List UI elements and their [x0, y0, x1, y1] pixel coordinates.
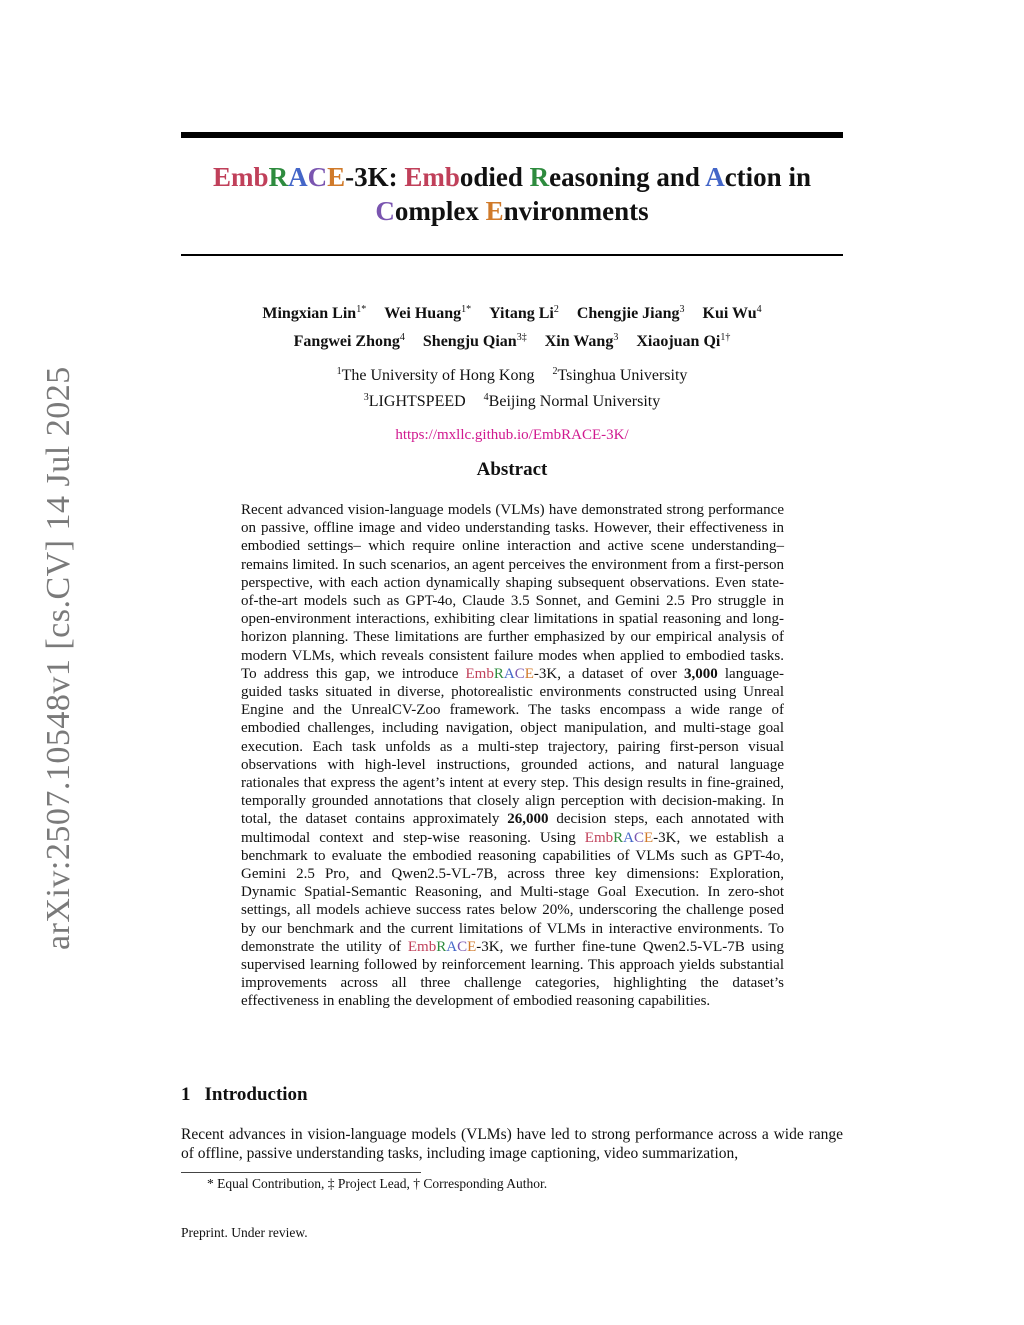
affiliation-mark: 4 — [483, 392, 489, 403]
title-line-1-segment: C — [307, 162, 328, 192]
author — [384, 305, 471, 322]
affiliation-mark: 3 — [363, 392, 369, 403]
author-affiliation-mark: 1* — [356, 304, 367, 315]
affiliation-name: Beijing Normal University — [488, 393, 661, 410]
title-line-1-segment: odied — [459, 162, 530, 192]
author-affiliation-mark: 3 — [613, 332, 619, 343]
author-affiliation-mark: 1† — [720, 332, 731, 343]
author-affiliation-mark: 4 — [756, 304, 762, 315]
title-line-1-segment: E — [327, 162, 346, 192]
affiliation-name: The University of Hong Kong — [341, 367, 535, 384]
author-affiliation-mark: 1* — [461, 304, 472, 315]
author — [577, 305, 685, 322]
section-number: 1 — [181, 1084, 191, 1105]
title-line-2-segment: omplex — [394, 196, 486, 226]
title-line-1-segment: A — [288, 162, 308, 192]
title-line-1-segment: R — [268, 162, 289, 192]
author-name: Mingxian Lin — [262, 305, 357, 322]
author-name: Yitang Li — [489, 305, 554, 322]
title-rule-top — [181, 132, 843, 138]
step-count: 26,000 — [507, 811, 549, 828]
author-name: Xiaojuan Qi — [636, 333, 721, 350]
author — [703, 305, 762, 322]
author-row-1 — [181, 300, 843, 328]
dataset-name: EmbRACE-3K — [584, 829, 677, 846]
author — [489, 305, 559, 322]
affiliation-mark: 2 — [552, 366, 558, 377]
author-affiliation-mark: 4 — [399, 332, 405, 343]
title-rule-bottom — [181, 254, 843, 256]
author — [636, 333, 730, 350]
project-url-link[interactable]: https://mxllc.github.io/EmbRACE-3K/ — [395, 427, 629, 443]
title-line-1-segment: easoning and — [549, 162, 706, 192]
author — [545, 333, 619, 350]
author-name: Fangwei Zhong — [293, 333, 400, 350]
author-affiliation-mark: 2 — [553, 304, 559, 315]
author — [423, 333, 527, 350]
author-name: Chengjie Jiang — [576, 305, 680, 322]
title-line-1-segment: -3K: — [345, 162, 405, 192]
author — [294, 333, 405, 350]
introduction-text: Recent advances in vision-language models (VLMs) have led to strong performance across a wide range of offline, passive understanding tasks, including image captioning, video summarization, — [181, 1126, 843, 1162]
abstract-part: , we further fine-tune Qwen2.5-VL-7B using supervised learning followed by reinforcement learning. This approach yields substantial improvements across all three challenge categories, highlighting the dataset’s effectiveness in enabling the development of embodied reasoning capabilities. — [241, 938, 785, 1010]
preprint-note: Preprint. Under review. — [181, 1225, 308, 1240]
abstract-part: Recent advanced vision-language models (VLMs) have demonstrated strong performance on passive, offline image and video understanding tasks. However, their effectiveness in embodied settings– which require online interaction and active scene understanding– remains limited. In such scenarios, an agent perceives the environment from a first-person perspective, with each action dynamically shaping subsequent observations. Even state-of-the-art models such as GPT-4o, Claude 3.5 Sonnet, and Gemini 2.5 Pro struggle in open-environment interactions, exhibiting clear limitations in spatial reasoning and long-horizon planning. These limitations are further emphasized by our empirical analysis of modern VLMs, which reveals consistent failure modes when applied to embodied tasks. To address this gap, we introduce — [241, 502, 784, 682]
affiliation-row-1 — [181, 363, 843, 389]
dataset-name: EmbRACE-3K — [407, 938, 500, 955]
arxiv-identifier: arXiv:2507.10548v1 [cs.CV] 14 Jul 2025 — [40, 366, 77, 950]
title-line-1-segment: A — [705, 162, 725, 192]
title-line-1-segment: R — [529, 162, 550, 192]
title-line-1-segment: Emb — [213, 162, 269, 192]
affiliation — [337, 367, 535, 384]
affiliation-name: Tsinghua University — [557, 367, 688, 384]
affiliation — [484, 393, 661, 410]
affiliation — [364, 393, 466, 410]
paper-title — [181, 160, 843, 228]
abstract-part: decision steps, each annotated with multimodal context and step-wise reasoning. Using — [241, 811, 784, 846]
author-name: Xin Wang — [544, 333, 614, 350]
abstract-part: , we establish a benchmark to evaluate the embodied reasoning capabilities of VLMs such as GPT-4o, Gemini 2.5 Pro, and Qwen2.5-VL-7B, across three key dimensions: Exploration, Dynamic Spatial-Semantic Reasoning, and Multi-stage Goal Execution. In zero-shot settings, all models achieve success rates below 20%, underscoring the challenge posed by our benchmark and the current limitations of VLMs in interactive environments. To demonstrate the utility of — [241, 829, 785, 955]
task-count: 3,000 — [684, 665, 718, 682]
section-heading-introduction — [181, 1084, 308, 1106]
title-line-1-segment: Emb — [404, 162, 460, 192]
affiliation-name: LIGHTSPEED — [368, 393, 466, 410]
author-affiliation-mark: 3 — [679, 304, 685, 315]
author — [262, 305, 366, 322]
affiliation — [552, 367, 687, 384]
author-row-2 — [181, 328, 843, 356]
dataset-name: EmbRACE-3K — [465, 665, 558, 682]
author-list — [181, 300, 843, 356]
affiliation-list — [181, 363, 843, 415]
title-line-1 — [181, 160, 843, 194]
title-line-2-segment: C — [375, 196, 395, 226]
abstract-part: , a dataset of over — [557, 665, 684, 682]
footnote: * Equal Contribution, ‡ Project Lead, † Corresponding Author. — [207, 1176, 548, 1191]
author-affiliation-mark: 3‡ — [516, 332, 527, 343]
author-name: Kui Wu — [702, 305, 757, 322]
title-line-2-segment: nvironments — [503, 196, 649, 226]
author-name: Wei Huang — [384, 305, 462, 322]
footnote-rule — [181, 1172, 421, 1173]
affiliation-mark: 1 — [336, 366, 342, 377]
title-line-1-segment: ction in — [724, 162, 811, 192]
section-title: Introduction — [204, 1084, 308, 1105]
abstract-part: language-guided tasks situated in diverse, photorealistic environments constructed using Unreal Engine and the UnrealCV-Zoo framework. The tasks encompass a wide range of embodied challenges, including navigation, object manipulation, and multi-stage goal execution. Each task unfolds as a multi-step trajectory, pairing first-person visual observations with high-level instructions, grounded actions, and natural language rationales that express the agent’s intent at every step. This design results in fine-grained, temporally grounded annotations that closely align perception with decision-making. In total, the dataset contains approximately — [241, 665, 784, 828]
author-name: Shengju Qian — [422, 333, 517, 350]
title-line-2 — [181, 194, 843, 228]
abstract-heading: Abstract — [476, 459, 548, 480]
affiliation-row-2 — [181, 389, 843, 415]
title-line-2-segment: E — [485, 196, 504, 226]
abstract-text — [241, 501, 784, 1011]
